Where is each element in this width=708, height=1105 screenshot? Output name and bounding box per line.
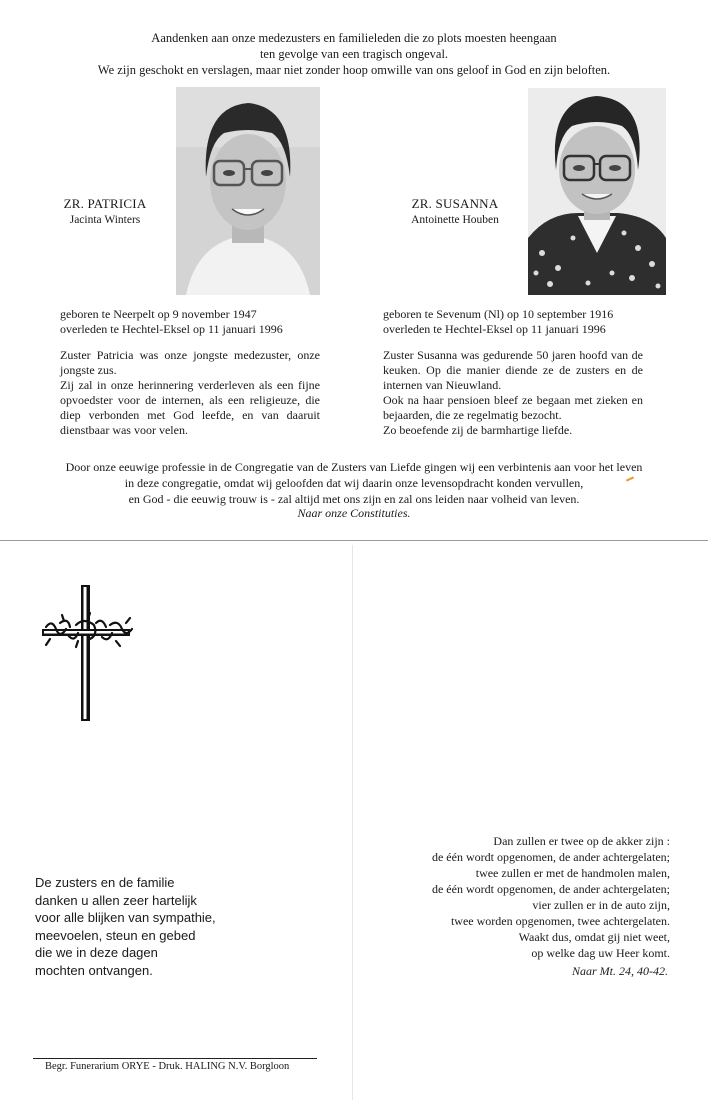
dates-susanna — [383, 307, 643, 337]
portrait-susanna — [528, 88, 666, 295]
thanks-line: voor alle blijken van sympathie, — [35, 910, 216, 925]
memorial-card-front — [0, 0, 708, 540]
death-line: overleden te Hechtel-Eksel op 11 januari 1996 — [383, 322, 606, 336]
bio-paragraph: Ook na haar pensioen bleef ze begaan met zieken en bejaarden, die ze regelmatig bezocht. — [383, 393, 643, 422]
intro-line: Aandenken aan onze medezusters en familieleden die zo plots moesten heengaan — [151, 31, 557, 45]
thanks-line: De zusters en de familie — [35, 875, 175, 890]
thanks-line: meevoelen, steun en gebed — [35, 927, 196, 943]
thanks-line: danken u allen zeer hartelijk — [35, 892, 197, 908]
profession-text — [0, 459, 708, 507]
printer-credit: Begr. Funerarium ORYE - Druk. HALING N.V. Borgloon — [45, 1061, 290, 1072]
verse-line: Dan zullen er twee op de akker zijn : — [493, 834, 670, 848]
verse-line: de één wordt opgenomen, de ander achtergelaten; — [431, 882, 670, 896]
bible-verse — [432, 833, 670, 961]
portrait-patricia — [176, 87, 320, 295]
civil-name-patricia: Jacinta Winters — [69, 214, 141, 226]
civil-name-susanna: Antoinette Houben — [411, 214, 499, 226]
verse-line: op welke dag uw Heer komt. — [531, 946, 670, 960]
intro-line: We zijn geschokt en verslagen, maar niet zonder hoop omwille van ons geloof in God en zijn beloften. — [97, 63, 611, 77]
thanks-text — [35, 874, 216, 979]
verse-line: twee zullen er met de handmolen malen, — [475, 866, 670, 880]
profession-line: Door onze eeuwige professie in de Congregatie van de Zusters van Liefde gingen wij een verbintenis aan voor het leven — [65, 460, 643, 474]
bio-paragraph: Zij zal in onze herinnering verderleven als een fijne opvoedster voor de internen, als een religieuze, die diep verbonden met God leefde, en van daaruit dienstbaar was voor velen. — [60, 378, 320, 437]
bio-susanna — [383, 307, 643, 438]
bio-paragraph: Zo beoefende zij de barmhartige liefde. — [383, 423, 573, 437]
verse-line: Waakt dus, omdat gij niet weet, — [518, 930, 670, 944]
birth-line: geboren te Neerpelt op 9 november 1947 — [60, 307, 257, 321]
memorial-card-back — [0, 541, 708, 1105]
intro-line: ten gevolge van een tragisch ongeval. — [259, 47, 449, 61]
name-block-patricia — [40, 196, 170, 228]
intro-text — [0, 30, 708, 78]
footer-divider — [33, 1058, 317, 1059]
bio-text-patricia — [60, 348, 320, 438]
verse-line: de één wordt opgenomen, de ander achtergelaten; — [431, 850, 670, 864]
thanks-line: die we in deze dagen — [35, 945, 158, 960]
bio-paragraph: Zuster Susanna was gedurende 50 jaren hoofd van de keuken. Op die manier diende ze de zusters en de internen van Nieuwland. — [383, 348, 643, 392]
bio-patricia — [60, 307, 320, 438]
dates-patricia — [60, 307, 320, 337]
verse-line: vier zullen er in de auto zijn, — [532, 898, 670, 912]
name-block-susanna — [390, 196, 520, 228]
profession-line: in deze congregatie, omdat wij geloofden dat wij daarin onze levensopdracht konden vervullen, — [124, 476, 584, 490]
profession-line: en God - die eeuwig trouw is - zal altijd met ons zijn en zal ons leiden naar volheid van leven. — [128, 492, 580, 506]
bio-text-susanna — [383, 348, 643, 438]
death-line: overleden te Hechtel-Eksel op 11 januari 1996 — [60, 322, 283, 336]
verse-source: Naar Mt. 24, 40-42. — [572, 964, 668, 978]
cross-with-thorn-wreath-icon — [38, 583, 138, 723]
sister-name-susanna: ZR. SUSANNA — [411, 196, 499, 211]
birth-line: geboren te Sevenum (Nl) op 10 september 1916 — [383, 307, 614, 321]
bio-paragraph: Zuster Patricia was onze jongste medezuster, onze jongste zus. — [60, 348, 320, 377]
verse-line: twee worden opgenomen, twee achtergelaten. — [450, 914, 670, 928]
profession-source: Naar onze Constituties. — [297, 506, 411, 520]
thanks-line: mochten ontvangen. — [35, 962, 153, 978]
sister-name-patricia: ZR. PATRICIA — [63, 196, 147, 211]
